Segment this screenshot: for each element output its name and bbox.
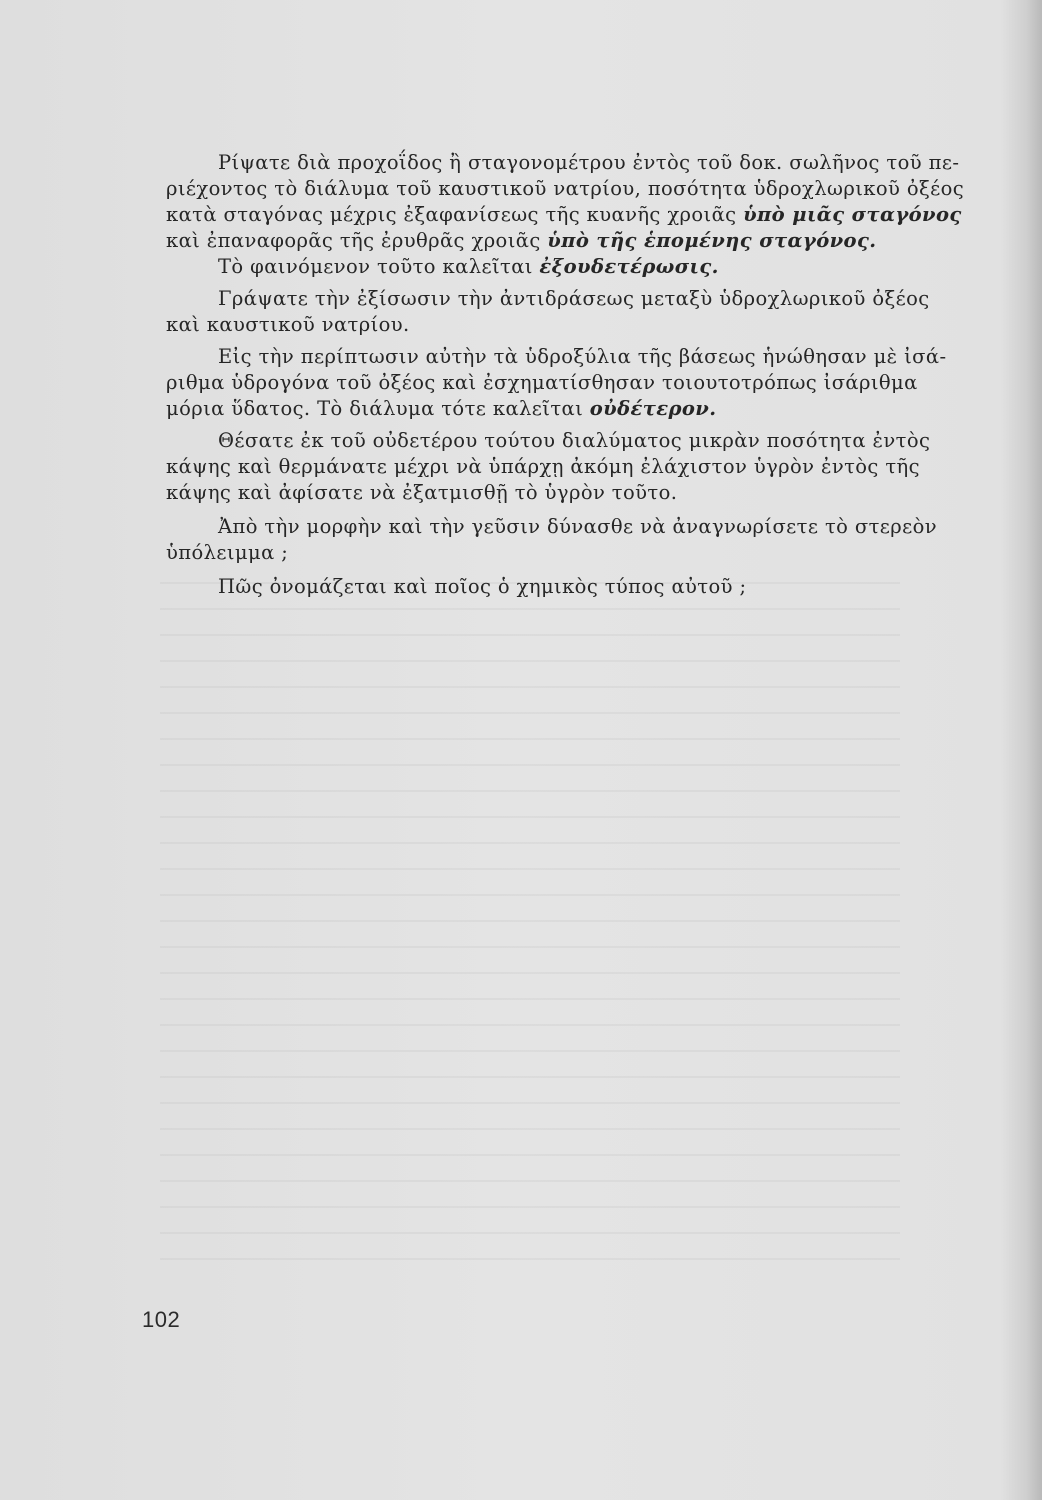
- text-line: Γράψατε τὴν ἐξίσωσιν τὴν ἀντιδράσεως μεταξὺ ὑδροχλωρικοῦ ὀξέος: [218, 287, 930, 310]
- page-number: 102: [142, 1307, 181, 1332]
- text-line: Θέσατε ἐκ τοῦ οὐδετέρου τούτου διαλύματος μικρὰν ποσότητα ἐντὸς: [218, 429, 931, 452]
- emphasis: ὑπὸ τῆς ἑπομένης σταγόνος.: [547, 229, 877, 252]
- text-line: μόρια ὕδατος. Τὸ διάλυμα τότε καλεῖται οὐδέτερον.: [166, 397, 717, 420]
- emphasis: οὐδέτερον.: [589, 397, 717, 420]
- text-line: καὶ ἐπαναφορᾶς τῆς ἐρυθρᾶς χροιᾶς ὑπὸ τῆς ἑπομένης σταγόνος.: [166, 229, 877, 252]
- text-line: Τὸ φαινόμενον τοῦτο καλεῖται ἐξουδετέρωσις.: [218, 255, 719, 278]
- emphasis: ἐξουδετέρωσις.: [539, 255, 719, 278]
- text-line: Ἀπὸ τὴν μορφὴν καὶ τὴν γεῦσιν δύνασθε νὰ ἀναγνωρίσετε τὸ στερεὸν: [218, 515, 938, 538]
- text-line: ριθμα ὑδρογόνα τοῦ ὀξέος καὶ ἐσχηματίσθησαν τοιουτοτρόπως ἰσάριθμα: [166, 371, 918, 394]
- text-line: καὶ καυστικοῦ νατρίου.: [166, 313, 410, 336]
- text-line: ριέχοντος τὸ διάλυμα τοῦ καυστικοῦ νατρίου, ποσότητα ὑδροχλωρικοῦ ὀξέος: [166, 177, 965, 200]
- text-line: κατὰ σταγόνας μέχρις ἐξαφανίσεως τῆς κυανῆς χροιᾶς ὑπὸ μιᾶς σταγόνος: [166, 203, 962, 226]
- text-line: Πῶς ὀνομάζεται καὶ ποῖος ὁ χημικὸς τύπος αὐτοῦ ;: [218, 575, 747, 598]
- text-line: κάψης καὶ θερμάνατε μέχρι νὰ ὑπάρχῃ ἀκόμη ἐλάχιστον ὑγρὸν ἐντὸς τῆς: [166, 455, 920, 478]
- text-line: Ρίψατε διὰ προχοΐδος ἢ σταγονομέτρου ἐντὸς τοῦ δοκ. σωλῆνος τοῦ πε-: [218, 151, 960, 174]
- text-line: ὑπόλειμμα ;: [166, 541, 289, 564]
- emphasis: ὑπὸ μιᾶς σταγόνος: [743, 203, 962, 226]
- text-line: Εἰς τὴν περίπτωσιν αὐτὴν τὰ ὑδροξύλια τῆς βάσεως ἡνώθησαν μὲ ἰσά-: [218, 345, 947, 368]
- text-line: κάψης καὶ ἀφίσατε νὰ ἐξατμισθῇ τὸ ὑγρὸν τοῦτο.: [166, 481, 678, 504]
- bleed-through-text: [160, 560, 900, 1260]
